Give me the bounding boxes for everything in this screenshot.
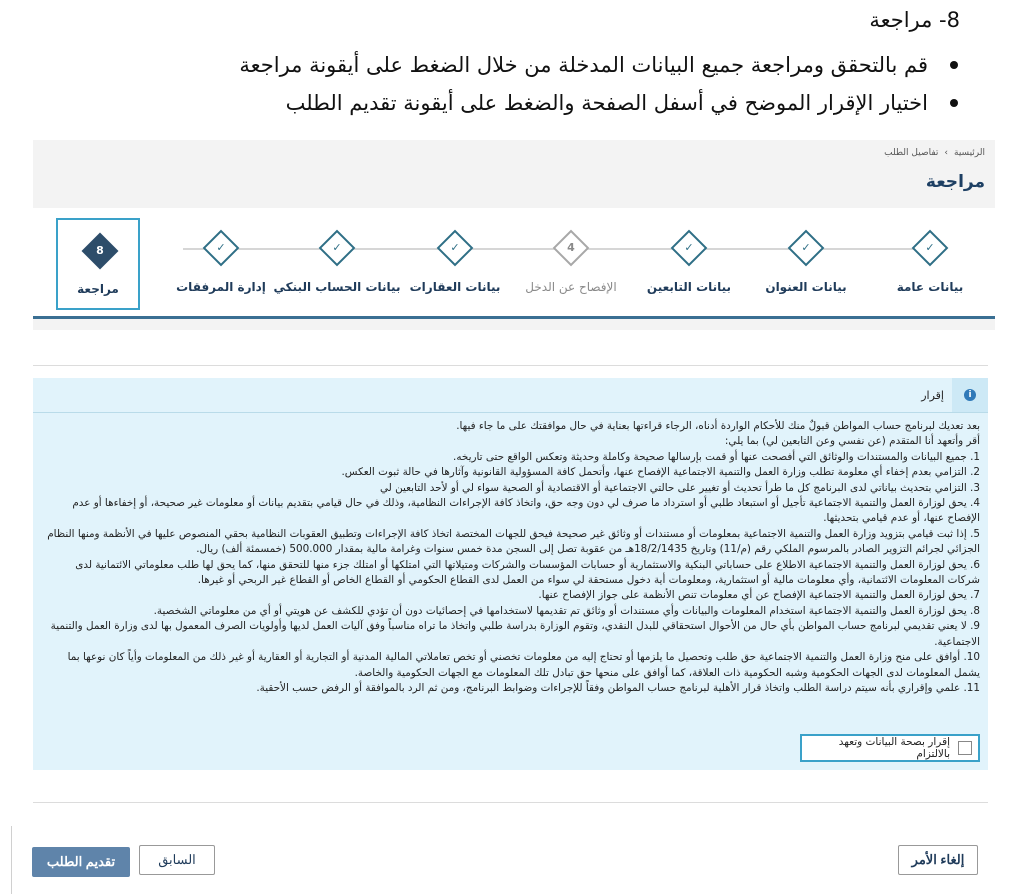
divider <box>33 365 988 366</box>
declaration-item: 2. التزامي بعدم إخفاء أي معلومة تطلب وزارة العمل والتنمية الاجتماعية الإفصاح عنها، وأتحمل كافة المسؤولية القانونية وآثارها في حالة ثبوت العكس. <box>341 466 980 479</box>
declaration-pledge: أقر وأتعهد أنا المتقدم (عن نفسي وعن التابعين لي) بما يلي: <box>724 435 980 448</box>
step-label: الإفصاح عن الدخل <box>525 280 617 294</box>
step-label: بيانات عامة <box>896 280 964 294</box>
step-label: بيانات الحساب البنكي <box>273 280 401 294</box>
check-icon: ✓ <box>319 230 356 267</box>
declaration-header <box>33 378 988 413</box>
step-general[interactable] <box>865 208 995 316</box>
check-icon: ✓ <box>203 230 240 267</box>
step-label: مراجعة <box>77 282 119 296</box>
step-label: إدارة المرفقات <box>176 280 266 294</box>
breadcrumb-home[interactable]: الرئيسية <box>954 148 985 158</box>
step-number-marker: 4 <box>553 230 590 267</box>
step-number-marker: 8 <box>82 233 119 270</box>
agree-checkbox-row[interactable] <box>800 734 980 762</box>
breadcrumb-current: تفاصيل الطلب <box>884 148 939 158</box>
check-icon: ✓ <box>671 230 708 267</box>
submit-button[interactable]: تقديم الطلب <box>32 847 130 877</box>
declaration-item: 7. يحق لوزارة العمل والتنمية الاجتماعية الإفصاح عن أي معلومات تنص الأنظمة على جواز الإفصاح عنها. <box>538 589 980 602</box>
step-label: بيانات العنوان <box>765 280 847 294</box>
review-panel <box>33 140 995 330</box>
agree-checkbox[interactable] <box>958 741 972 755</box>
declaration-item: 1. جميع البيانات والمستندات والوثائق التي أفصحت عنها أو قمت بإرسالها صحيحة وكاملة وحديثة وتعكس الواقع حتى تاريخه. <box>453 450 980 463</box>
divider <box>33 802 988 803</box>
declaration-item: 3. التزامي بتحديث بياناتي لدى البرنامج كل ما طرأ تحديث أو تغيير على حالتي الاجتماعية أو الاقتصادية أو الصحية سواء لي أو لأحد التابعين لي <box>379 481 980 494</box>
declaration-title: إقرار <box>921 388 944 402</box>
instruction-list <box>239 46 928 122</box>
instructions <box>0 0 1020 130</box>
check-icon: ✓ <box>788 230 825 267</box>
instruction-heading: 8- مراجعة <box>869 8 960 32</box>
step-real-estate[interactable] <box>390 208 520 316</box>
declaration-item: 11. علمي وإقراري بأنه سيتم دراسة الطلب واتخاذ قرار الأهلية لبرنامج حساب المواطن وفقاً للإجراءات وضوابط البرنامج، ومن ثم الرد بالموافقة أو الرفض حسب الأحقية. <box>256 681 980 694</box>
declaration-item: 9. لا يعني تقديمي لبرنامج حساب المواطن بأي حال من الأحوال استحقاقي للبدل النقدي، وتقوم الوزارة بدراسة طلبي واتخاذ ما تراه مناسباً وفق آليات العمل لديها وأولويات الصرف المعمول بها لدى وزارة العمل والتنمية الاجتماعية. <box>50 620 980 648</box>
breadcrumb-separator: › <box>944 148 948 158</box>
stepper <box>33 208 995 319</box>
declaration-item: 10. أوافق على منح وزارة العمل والتنمية الاجتماعية حق طلب وتحصيل ما يلزمها أو تحتاج إليه من معلومات تخصني أو تخص تعاملاتي المالية المدنية أو التجارية أو العقارية أو غير ذلك من المعلومات وأياً كان نوعها بما يشمل المعلومات لدى الجهات الحكومية وشبه الحكومية ذات العلاقة، كما أوافق على منحها حق تبادل تلك المعلومات مع الجهات الحكومية والخاصة. <box>67 651 980 679</box>
step-income[interactable] <box>506 208 636 316</box>
declaration-items <box>41 450 980 697</box>
step-address[interactable] <box>741 208 871 316</box>
page-title: مراجعة <box>925 172 985 192</box>
agree-label[interactable]: إقرار بصحة البيانات وتعهد بالالتزام <box>838 736 951 760</box>
declaration-item: 4. يحق لوزارة العمل والتنمية الاجتماعية تأجيل أو استبعاد طلبي أو استرداد ما صرف لي دون وجه حق، واتخاذ كافة الإجراءات النظامية، وذلك في حال قيامي بتقديم بيانات أو معلومات غير صحيحة، أو إخفاءها أو عدم الإفصاح عنها، أو عدم قيامي بتحديثها. <box>72 497 980 525</box>
declaration-item: 5. إذا ثبت قيامي بتزويد وزارة العمل والتنمية الاجتماعية بمعلومات أو مستندات أو وثائق غير صحيحة فيحق للجهات المختصة اتخاذ كافة الإجراءات وتطبيق العقوبات النظامية بحقي المنصوص عليها في الأنظمة ومنها النظام الجزائي لجرائم التزوير الصادر بالمرسوم الملكي رقم (م/11) وتاريخ 18/2/1435هـ من عقوبة تصل إلى السجن مدة خمس سنوات وغرامة مالية بمقدار 500.000 (خمسمئة ألف) ريال. <box>47 527 980 556</box>
declaration-item: 6. يحق لوزارة العمل والتنمية الاجتماعية الاطلاع على حساباتي البنكية والاستثمارية أو حسابات المؤسسات والشركات ومتيلاتها التي امتلكها أو امتلك جزء منها للتحقق منها، كما يحق لها طلب معلوماتي الائتمانية لدى شركات المعلومات الائتمانية، وأي معلومات مالية أو استثمارية، ومعلومات أية دخول مستحقة لي سواء من العمل لدى القطاع الحكومي أو القطاع الخاص أو القطاع غير الربحي أو غيرها. <box>75 558 980 587</box>
declaration-panel <box>33 378 988 770</box>
instruction-item: اختيار الإقرار الموضح في أسفل الصفحة والضغط على أيقونة تقديم الطلب <box>239 84 928 122</box>
breadcrumb <box>884 148 985 158</box>
cancel-button[interactable]: إلغاء الأمر <box>898 845 978 875</box>
step-bank-account[interactable] <box>272 208 402 316</box>
step-review[interactable] <box>56 218 140 310</box>
check-icon: ✓ <box>437 230 474 267</box>
step-attachments[interactable] <box>156 208 286 316</box>
previous-button[interactable]: السابق <box>139 845 215 875</box>
check-icon: ✓ <box>912 230 949 267</box>
step-dependents[interactable] <box>624 208 754 316</box>
step-label: بيانات العقارات <box>409 280 501 294</box>
step-label: بيانات التابعين <box>646 280 732 294</box>
instruction-item: قم بالتحقق ومراجعة جميع البيانات المدخلة من خلال الضغط على أيقونة مراجعة <box>239 46 928 84</box>
declaration-body <box>33 413 988 696</box>
info-icon: i <box>952 378 988 412</box>
divider <box>11 826 12 894</box>
declaration-intro: بعد تعديك لبرنامج حساب المواطن قبولٌ منك للأحكام الواردة أدناه، الرجاء قراءتها بعناية في حال موافقتك على ما جاء فيها. <box>456 420 980 432</box>
declaration-item: 8. يحق لوزارة العمل والتنمية الاجتماعية استخدام المعلومات والبيانات وأي مستندات أو وثائق تم تقديمها لاستخدامها في إحصائيات دون أن تؤدي للكشف عن هويتي أو أي من معلوماتي الشخصية. <box>153 604 980 617</box>
